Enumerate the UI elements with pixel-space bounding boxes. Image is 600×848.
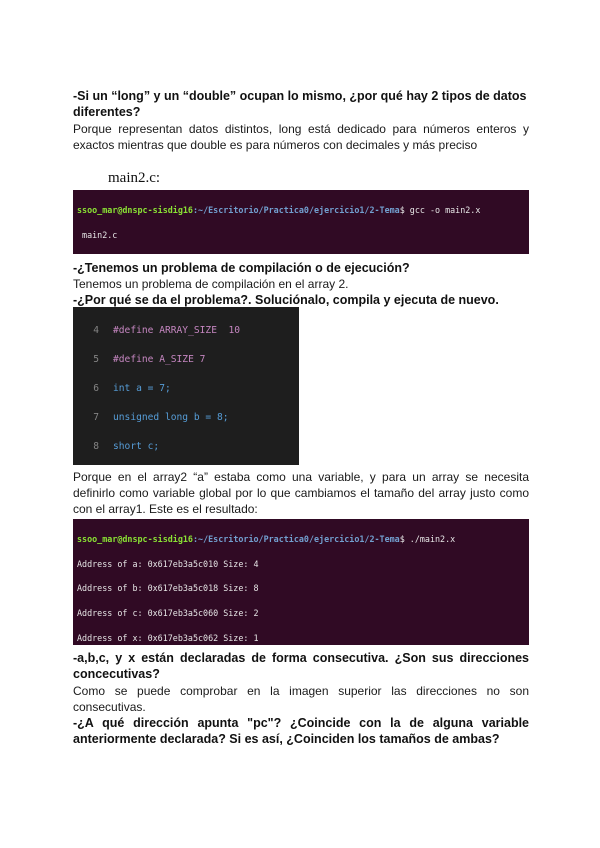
- line-number: 4: [93, 324, 99, 336]
- question-pc-address: -¿A qué dirección apunta "pc"? ¿Coincide con la de alguna variable anteriormente declarada? Si es así, ¿Coinciden los tamaños de ambas?: [73, 716, 529, 746]
- file-label-main2: main2.c:: [108, 170, 161, 186]
- line-number: 5: [93, 353, 99, 365]
- prompt-command: $ gcc -o main2.x: [399, 205, 481, 216]
- code-text: short c;: [113, 441, 160, 453]
- prompt-user: ssoo_mar@dnspc-sisdig16: [77, 534, 193, 545]
- code-line-6: [73, 382, 299, 397]
- output-line: Address of a: 0x617eb3a5c010 Size: 4: [77, 558, 259, 569]
- terminal-error-line: [77, 253, 525, 254]
- question-consecutive: -a,b,c, y x están declaradas de forma consecutiva. ¿Son sus direcciones concecutivas?: [73, 651, 529, 681]
- run-output-terminal: [73, 519, 529, 645]
- prompt-command: $ ./main2.x: [399, 534, 456, 545]
- line-number: 8: [93, 441, 99, 453]
- compile-error-terminal: [73, 190, 529, 254]
- code-text: #define A_SIZE 7: [113, 353, 206, 365]
- terminal-prompt-line: [77, 533, 525, 545]
- prompt-user: ssoo_mar@dnspc-sisdig16: [77, 205, 193, 216]
- output-line: Address of b: 0x617eb3a5c018 Size: 8: [77, 583, 259, 594]
- code-text: #define ARRAY_SIZE 10: [113, 324, 241, 336]
- answer-why-problem: Porque en el array2 “a” estaba como una variable, y para un array se necesita definirlo como variable global por lo que cambiamos el tamaño del array justo como con el array1. Este es el resultado:: [73, 470, 529, 516]
- prompt-path: :~/Escritorio/Practica0/ejercicio1/2-Tema: [192, 534, 400, 545]
- output-line: Address of c: 0x617eb3a5c060 Size: 2: [77, 608, 259, 619]
- line-number: 6: [93, 382, 99, 394]
- code-editor: [73, 307, 299, 465]
- question-compile-or-run: -¿Tenemos un problema de compilación o de ejecución?: [73, 261, 410, 275]
- question-long-double: -Si un “long” y un “double” ocupan lo mismo, ¿por qué hay 2 tipos de datos diferentes?: [73, 89, 527, 119]
- code-line-5: [73, 353, 299, 368]
- terminal-line: main2.c: [77, 229, 118, 240]
- code-text: unsigned long b = 8;: [113, 412, 229, 424]
- code-line-7: [73, 411, 299, 426]
- terminal-prompt-line: [77, 204, 525, 216]
- answer-consecutive: Como se puede comprobar en la imagen superior las direcciones no son consecutivas.: [73, 684, 529, 714]
- output-line: Address of x: 0x617eb3a5c062 Size: 1: [77, 632, 259, 643]
- answer-compile-or-run: Tenemos un problema de compilación en el array 2.: [73, 277, 349, 291]
- code-line-4: [73, 324, 299, 339]
- line-number: 7: [93, 412, 99, 424]
- code-line-8: [73, 440, 299, 455]
- question-why-problem: -¿Por qué se da el problema?. Soluciónalo, compila y ejecuta de nuevo.: [73, 293, 499, 307]
- code-text: int a = 7;: [113, 382, 171, 394]
- answer-long-double: Porque representan datos distintos, long está dedicado para números enteros y exactos mientras que double es para números con decimales y más preciso: [73, 122, 529, 152]
- prompt-path: :~/Escritorio/Practica0/ejercicio1/2-Tema: [192, 205, 400, 216]
